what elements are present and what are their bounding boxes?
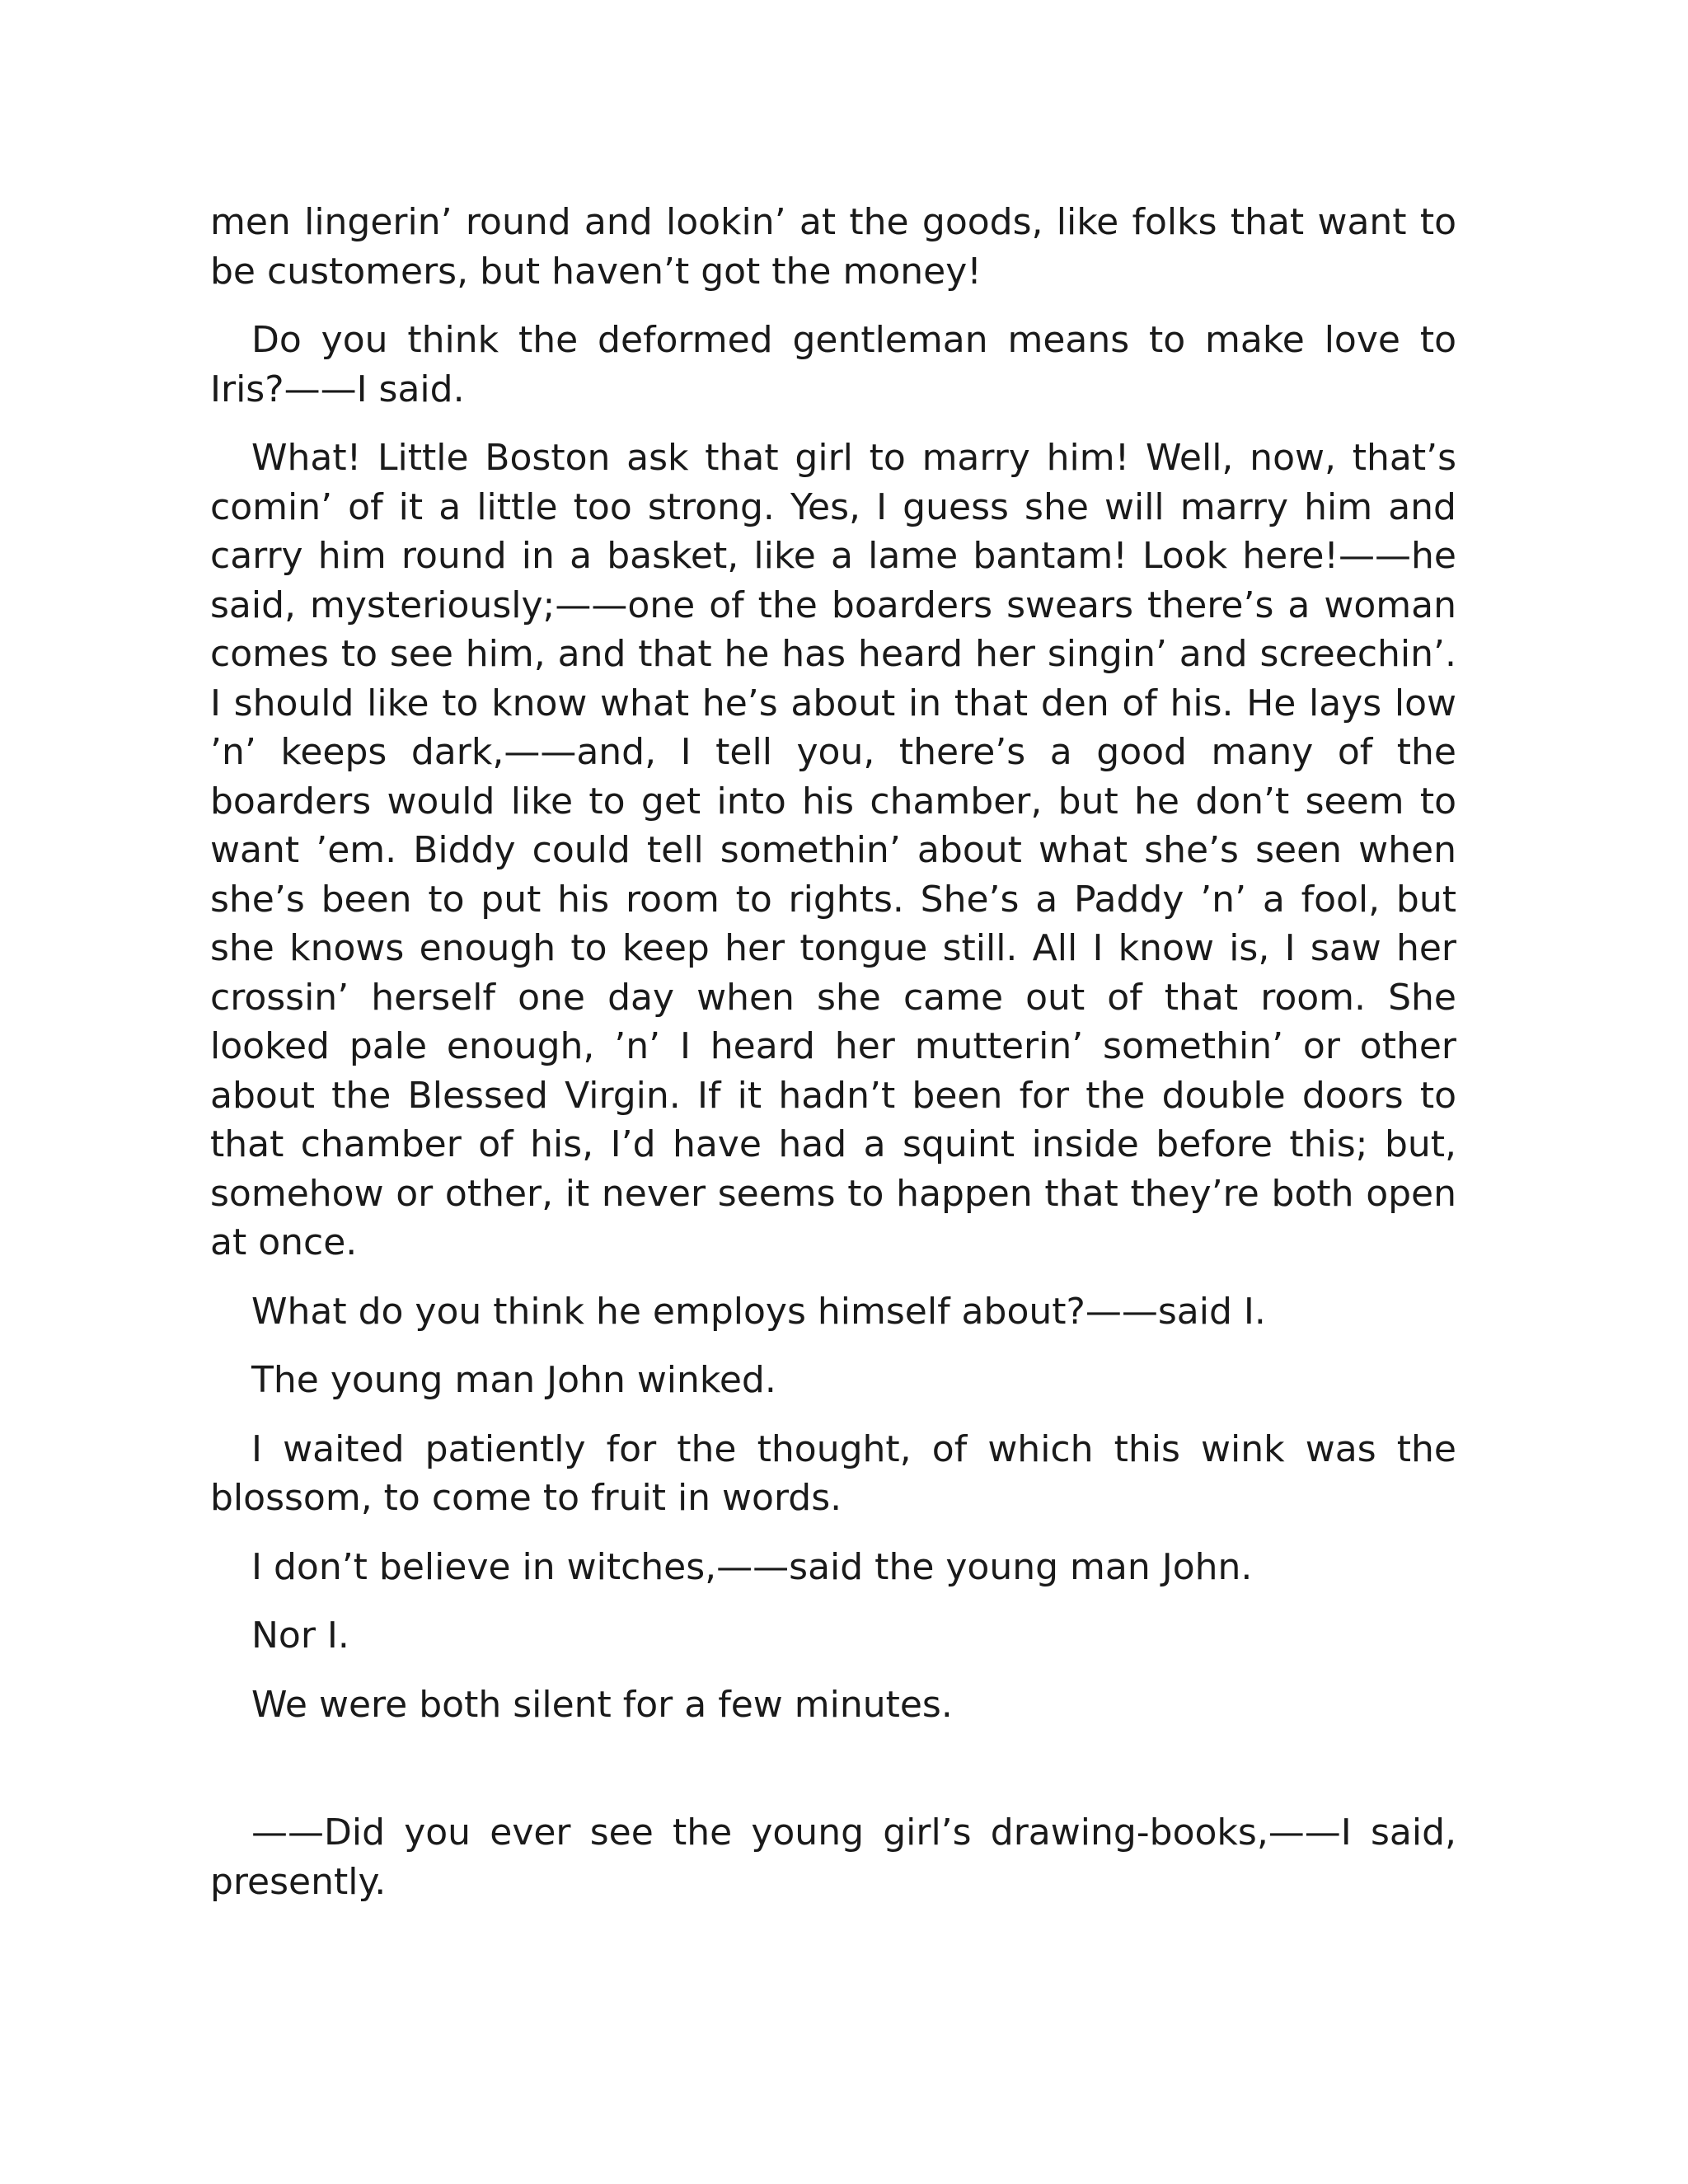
paragraph-7: I don’t believe in witches,——said the young man John. bbox=[251, 1545, 1253, 1588]
paragraph-4: What do you think he employs himself about?——said I. bbox=[251, 1290, 1266, 1333]
paragraph-9: We were both silent for a few minutes. bbox=[251, 1683, 953, 1726]
paragraph-2: Do you think the deformed gentleman means to make love to Iris?——I said. bbox=[210, 319, 1456, 410]
paragraph-8: Nor I. bbox=[251, 1615, 349, 1657]
paragraph-1: men lingerin’ round and lookin’ at the goods, like folks that want to be customers, but haven’t got the money! bbox=[210, 201, 1456, 293]
paragraph-6: I waited patiently for the thought, of which this wink was the blossom, to come to fruit in words. bbox=[210, 1427, 1456, 1519]
paragraph-5: The young man John winked. bbox=[251, 1359, 776, 1401]
paragraph-3: What! Little Boston ask that girl to marry him! Well, now, that’s comin’ of it a little too strong. Yes, I guess she will marry him and carry him round in a basket, like a lame bantam! Look here!——he said, mysteriously;——one of the boarders swears there’s a woman comes to see him, and that he has heard her singin’ and screechin’. I should like to know what he’s about in that den of his. He lays low ’n’ keeps dark,——and, I tell you, there’s a good many of the boarders would like to get into his chamber, but he don’t seem to want ’em. Biddy could tell somethin’ about what she’s seen when she’s been to put his room to rights. She’s a Paddy ’n’ a fool, but she knows enough to keep her tongue still. All I know is, I saw her crossin’ herself one day when she came out of that room. She looked pale enough, ’n’ I heard her mutterin’ somethin’ or other about the Blessed Virgin. If it hadn’t been for the double doors to that chamber of his, I’d have had a squint inside before this; but, somehow or other, it never seems to happen that they’re both open at once. bbox=[210, 437, 1456, 1263]
text-body bbox=[210, 198, 1456, 1926]
paragraph-10: ——Did you ever see the young girl’s drawing-books,——I said, presently. bbox=[210, 1811, 1456, 1903]
